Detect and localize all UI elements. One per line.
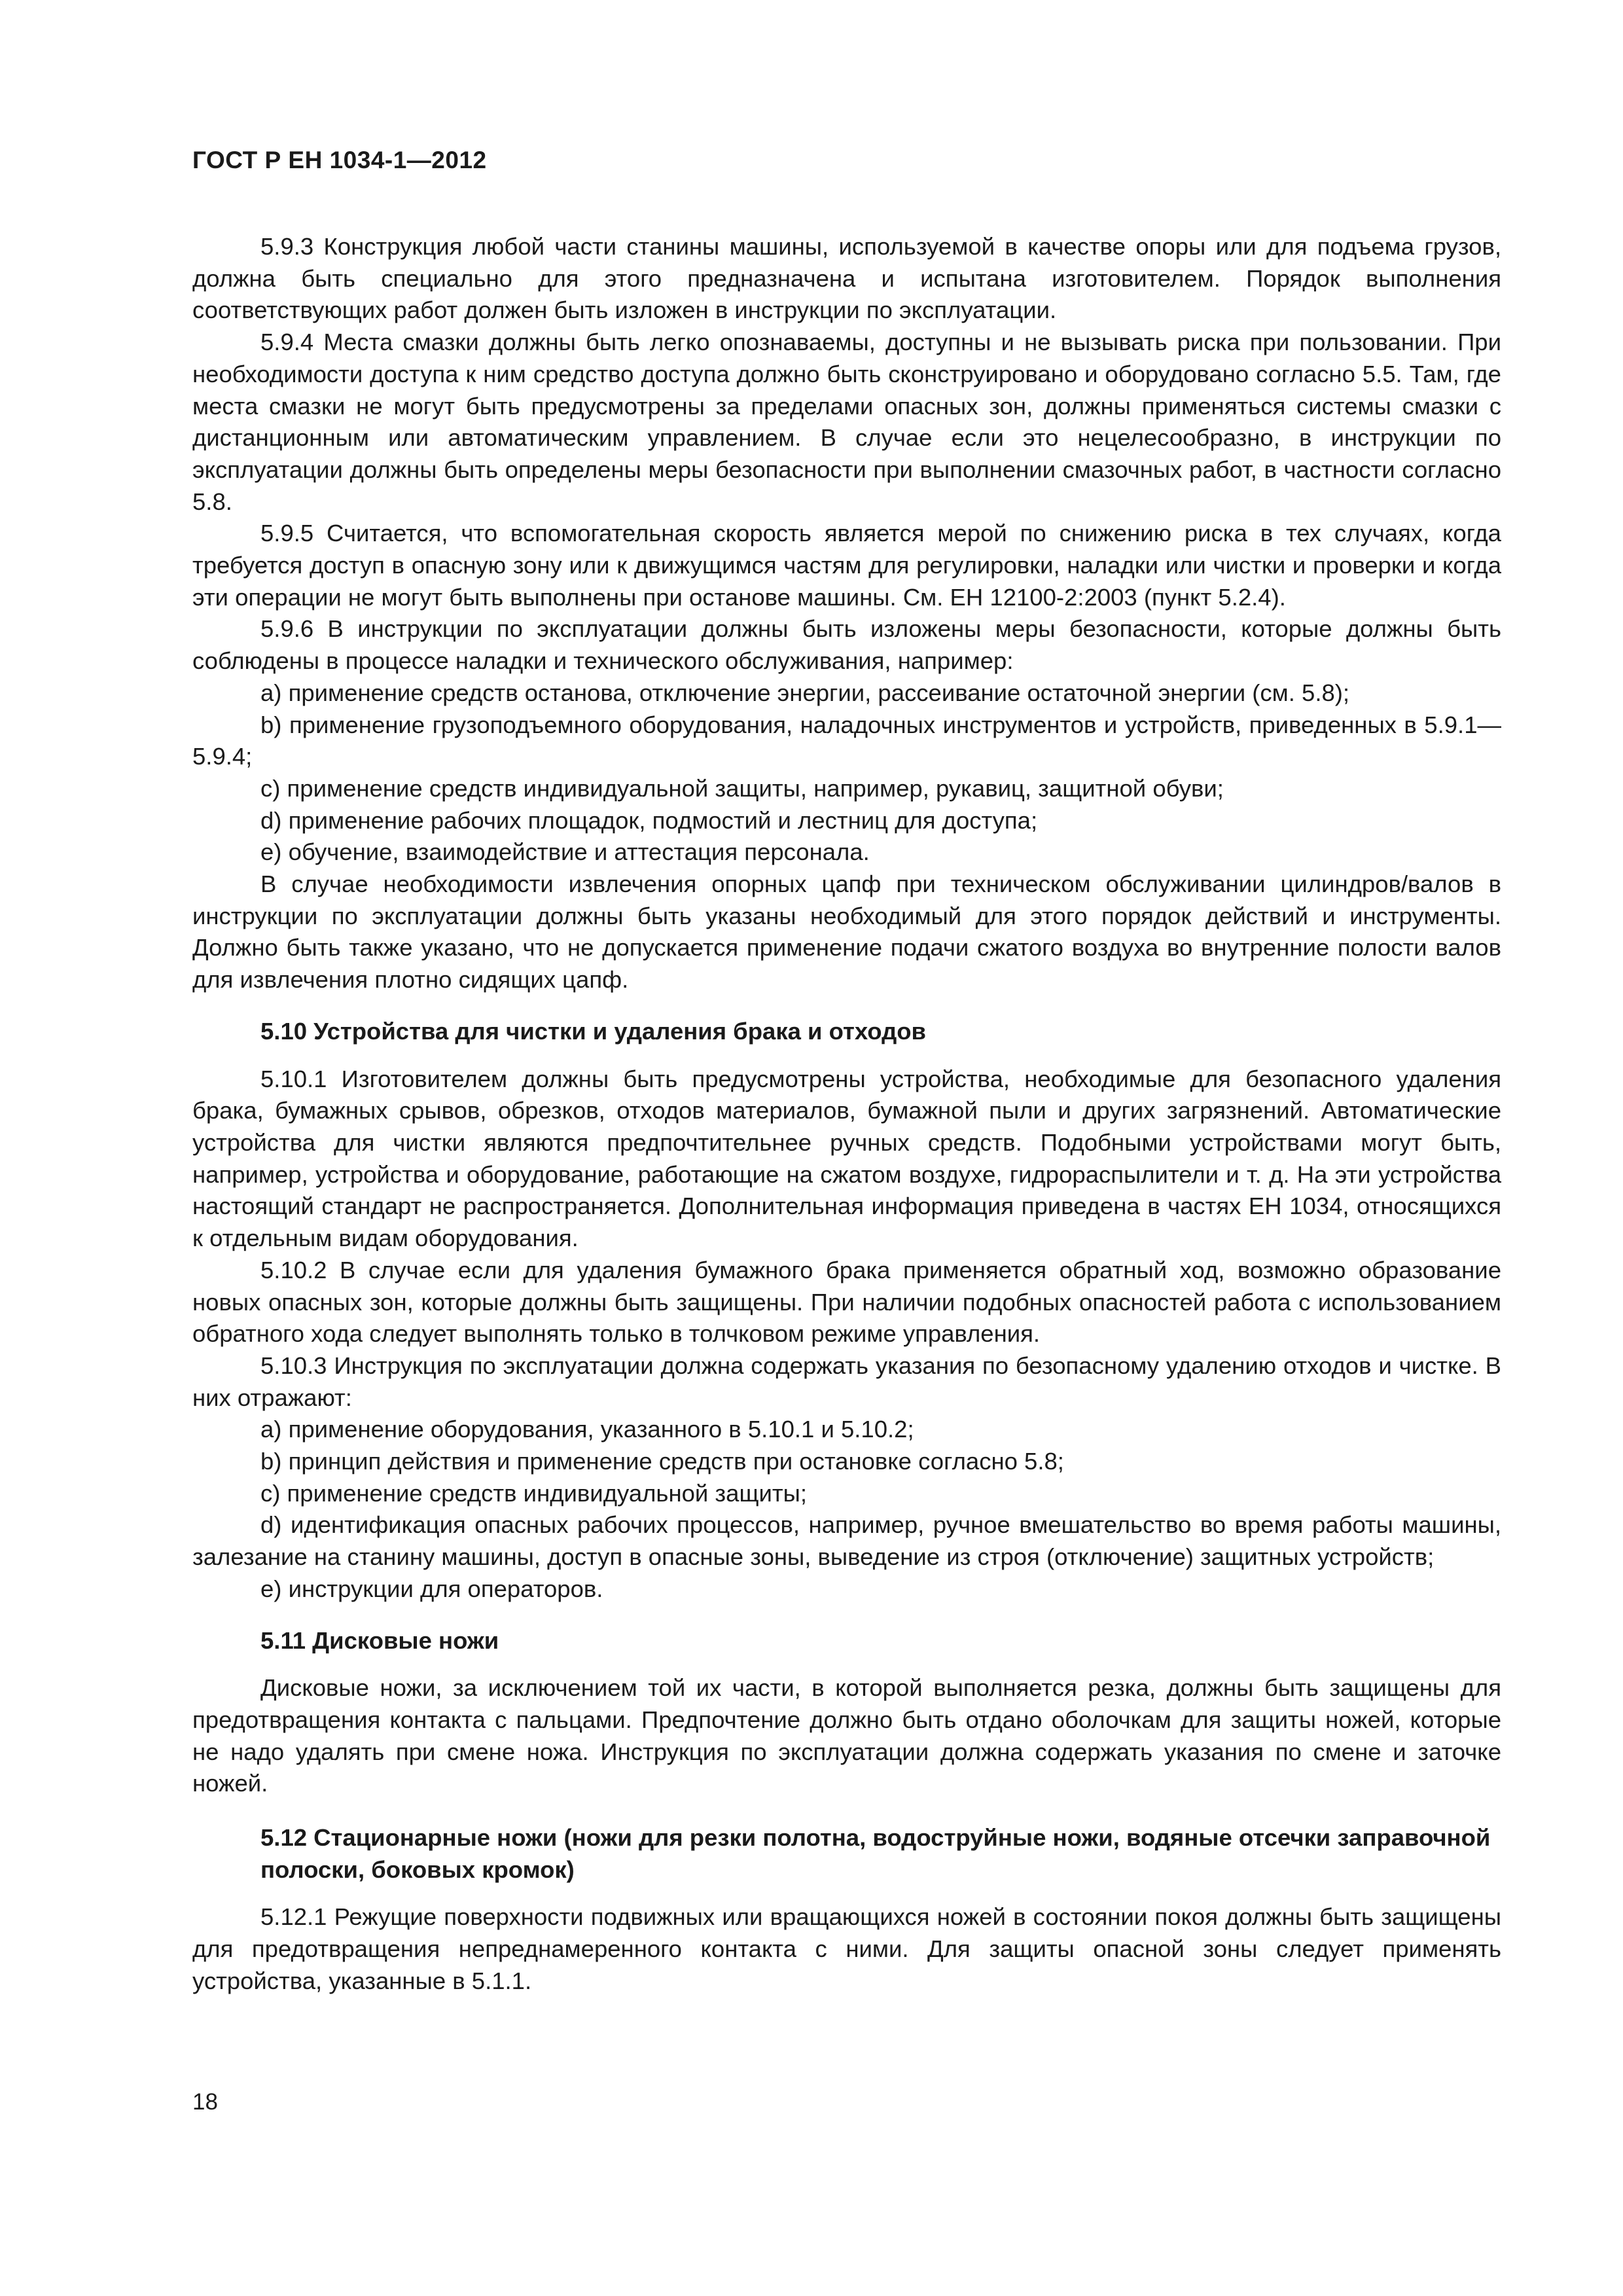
section-heading-5-11: 5.11 Дисковые ножи (260, 1626, 499, 1654)
paragraph-5-9-6: 5.9.6 В инструкции по эксплуатации должны быть изложены меры безопасности, которые должны быть соблюдены в процессе наладки и технического обслуживания, например: (192, 615, 1501, 675)
list-item-5-9-6-b: b) применение грузоподъемного оборудования, наладочных инструментов и устройств, приведенных в 5.9.1—5.9.4; (192, 711, 1501, 770)
paragraph-5-10-2: 5.10.2 В случае если для удаления бумажного брака применяется обратный ход, возможно образование новых опасных зон, которые должны быть защищены. При наличии подобных опасностей работа с использованием обратного хода следует выполнять только в толчковом режиме управления. (192, 1256, 1501, 1348)
list-item-5-10-3-e: e) инструкции для операторов. (260, 1575, 603, 1602)
page-number: 18 (192, 2089, 218, 2115)
paragraph-5-10-1: 5.10.1 Изготовителем должны быть предусмотрены устройства, необходимые для безопасного удаления брака, бумажных срывов, обрезков, отходов материалов, бумажной пыли и других загрязнений. Автоматические устройства для чистки являются предпочтительнее ручных средств. Подобными устройствами могут быть, например, устройства и оборудование, работающие на сжатом воздухе, гидрораспылители и т. д. На эти устройства настоящий стандарт не распространяется. Дополнительная информация приведена в частях ЕН 1034, относящихся к отдельным видам оборудования. (192, 1065, 1501, 1252)
paragraph-5-9-3: 5.9.3 Конструкция любой части станины машины, используемой в качестве опоры или для подъема грузов, должна быть специально для этого предназначена и испытана изготовителем. Порядок выполнения соответствующих работ должен быть изложен в инструкции по эксплуатации. (192, 233, 1501, 324)
list-item-5-9-6-d: d) применение рабочих площадок, подмостий и лестниц для доступа; (260, 806, 1038, 834)
paragraph-5-9-5: 5.9.5 Считается, что вспомогательная скорость является мерой по снижению риска в тех случаях, когда требуется доступ в опасную зону или к движущимся частям для регулировки, наладки или чистки и проверки и когда эти операции не могут быть выполнены при останове машины. См. ЕН 12100-2:2003 (пункт 5.2.4). (192, 520, 1501, 611)
paragraph-5-12-1: 5.12.1 Режущие поверхности подвижных или вращающихся ножей в состоянии покоя должны быть защищены для предотвращения непреднамеренного контакта с ними. Для защиты опасной зоны следует применять устройства, указанные в 5.1.1. (192, 1903, 1501, 1994)
document-page (192, 148, 1501, 1998)
list-item-5-10-3-b: b) принцип действия и применение средств при остановке согласно 5.8; (260, 1448, 1064, 1475)
paragraph-5-9-6-note: В случае необходимости извлечения опорных цапф при техническом обслуживании цилиндров/валов в инструкции по эксплуатации должны быть указаны необходимый для этого порядок действий и инструменты. Должно быть также указано, что не допускается применение подачи сжатого воздуха во внутренние полости валов для извлечения плотно сидящих цапф. (192, 870, 1501, 994)
document-body (192, 231, 1501, 1998)
list-item-5-9-6-a: a) применение средств останова, отключение энергии, рассеивание остаточной энергии (см. 5.8); (260, 679, 1350, 706)
section-heading-5-12: 5.12 Стационарные ножи (ножи для резки полотна, водоструйные ножи, водяные отсечки заправочной полоски, боковых кромок) (260, 1824, 1491, 1883)
section-heading-5-10: 5.10 Устройства для чистки и удаления брака и отходов (260, 1017, 926, 1045)
list-item-5-9-6-c: c) применение средств индивидуальной защиты, например, рукавиц, защитной обуви; (260, 774, 1224, 802)
paragraph-5-11: Дисковые ножи, за исключением той их части, в которой выполняется резка, должны быть защищены для предотвращения контакта с пальцами. Предпочтение должно быть отдано оболочкам для защиты ножей, которые не надо удалять при смене ножа. Инструкция по эксплуатации должна содержать указания по смене и заточке ножей. (192, 1674, 1501, 1797)
list-item-5-10-3-d: d) идентификация опасных рабочих процессов, например, ручное вмешательство во время работы машины, залезание на станину машины, доступ в опасные зоны, выведение из строя (отключение) защитных устройств; (192, 1511, 1501, 1571)
document-code-header: ГОСТ Р ЕН 1034-1—2012 (192, 147, 487, 173)
paragraph-5-9-4: 5.9.4 Места смазки должны быть легко опознаваемы, доступны и не вызывать риска при пользовании. При необходимости доступа к ним средство доступа должно быть сконструировано и оборудовано согласно 5.5. Там, где места смазки не могут быть предусмотрены за пределами опасных зон, должны применяться системы смазки с дистанционным или автоматическим управлением. В случае если это нецелесообразно, в инструкции по эксплуатации должны быть определены меры безопасности при выполнении смазочных работ, в частности согласно 5.8. (192, 329, 1501, 515)
list-item-5-10-3-c: c) применение средств индивидуальной защиты; (260, 1479, 807, 1507)
paragraph-5-10-3: 5.10.3 Инструкция по эксплуатации должна содержать указания по безопасному удалению отходов и чистке. В них отражают: (192, 1352, 1501, 1411)
list-item-5-9-6-e: e) обучение, взаимодействие и аттестация персонала. (260, 838, 870, 866)
list-item-5-10-3-a: a) применение оборудования, указанного в 5.10.1 и 5.10.2; (260, 1416, 914, 1443)
